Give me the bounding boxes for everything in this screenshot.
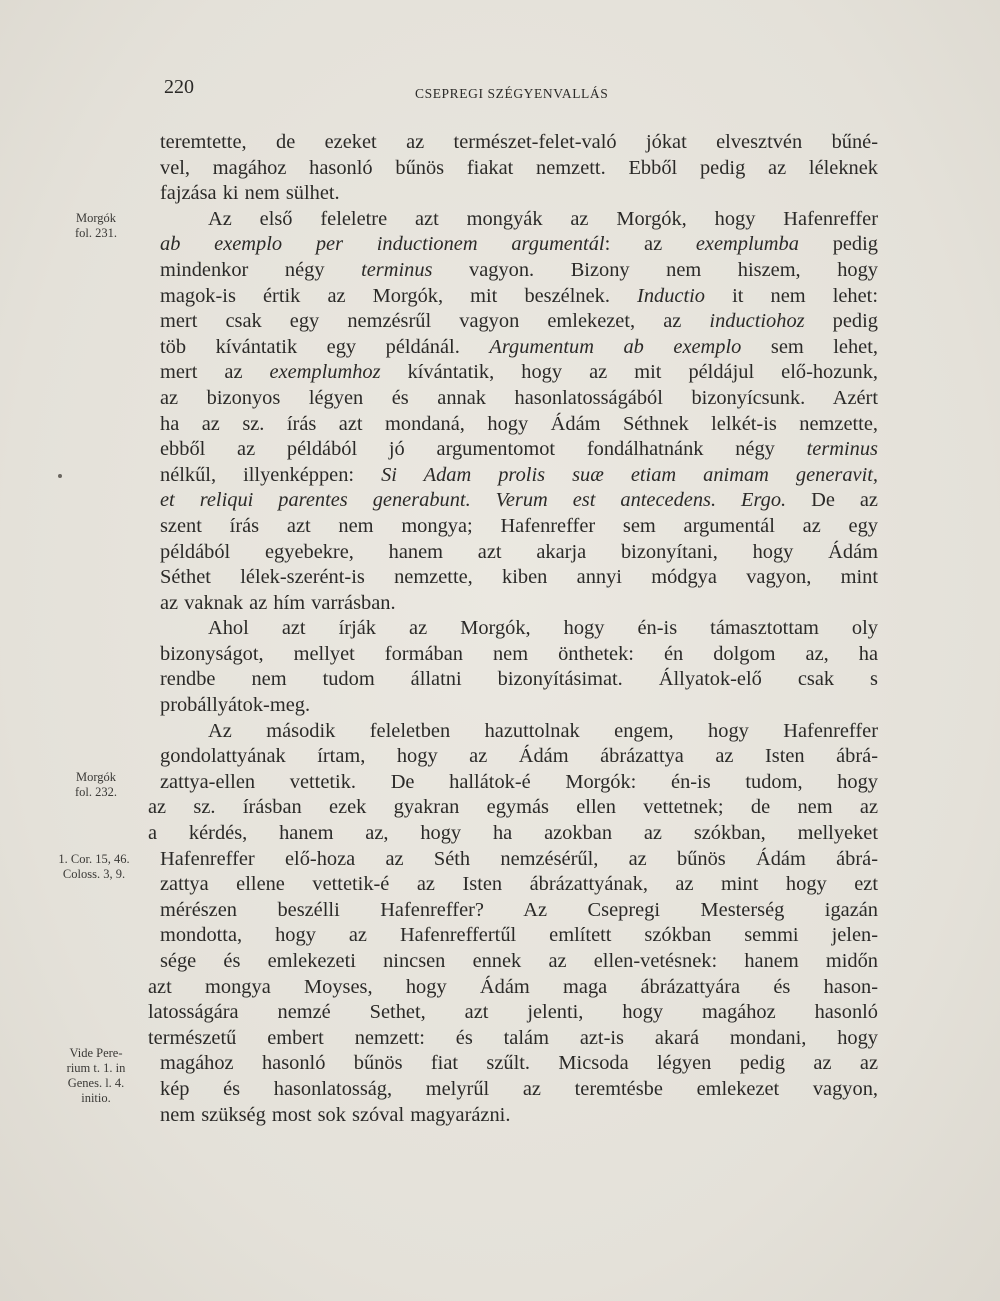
text-line xyxy=(160,693,878,719)
italic-segment: inductiohoz xyxy=(709,310,805,333)
text-segment: nélkűl, illyenképpen: xyxy=(160,463,382,486)
text-segment: vagyon. Bizony nem hiszem, hogy xyxy=(432,258,878,281)
text-segment: pedig xyxy=(804,310,878,333)
text-line xyxy=(148,795,878,821)
margin-note-morgok-232 xyxy=(50,770,142,800)
text-line xyxy=(160,309,878,335)
margin-note-line: initio. xyxy=(81,1091,111,1105)
margin-note-line: 1. Cor. 15, 46. xyxy=(58,852,130,866)
text-segment: töb kívántatik egy példánál. xyxy=(160,335,490,358)
italic-segment: Inductio xyxy=(637,284,705,307)
text-line xyxy=(160,335,878,361)
margin-note-line: Genes. l. 4. xyxy=(67,1076,125,1090)
text-segment: mert az xyxy=(160,361,270,384)
text-segment: magok-is értik az Morgók, mit beszélnek. xyxy=(160,284,638,307)
text-segment: természetű embert nemzett: és talám azt-is akará mondani, hogy xyxy=(148,1026,878,1049)
text-segment: zattya ellene vettetik-é az Isten ábrázattyának, az mint hogy ezt xyxy=(160,873,878,896)
text-line xyxy=(160,258,878,284)
text-line xyxy=(160,1051,878,1077)
text-line xyxy=(160,412,878,438)
text-line xyxy=(160,156,878,182)
text-segment: példából egyebekre, hanem azt akarja bizonyítani, hogy Ádám xyxy=(160,540,878,563)
text-segment: vel, magához hasonló bűnös fiakat nemzett. Ebből pedig az léleknek xyxy=(160,156,878,179)
text-segment: latosságára nemzé Sethet, azt jelenti, hogy magához hasonló xyxy=(148,1001,878,1024)
text-segment: it nem lehet: xyxy=(704,284,878,307)
text-line xyxy=(160,1077,878,1103)
text-segment: Séthet lélek-szerént-is nemzette, kiben annyi módgya vagyon, mint xyxy=(160,566,878,589)
text-line xyxy=(160,488,878,514)
text-segment: szent írás azt nem mongya; Hafenreffer sem argumentál az egy xyxy=(160,514,878,537)
italic-segment: terminus xyxy=(361,258,433,281)
text-line xyxy=(160,1103,878,1129)
text-line xyxy=(160,847,878,873)
text-segment: mérészen beszélli Hafenreffer? Az Csepregi Mesterség igazán xyxy=(160,898,878,921)
text-segment: : az xyxy=(604,233,696,256)
italic-segment: exemplumhoz xyxy=(269,361,381,384)
margin-note-line: Vide Pere- xyxy=(69,1046,123,1060)
text-segment: probállyátok-meg. xyxy=(160,694,311,717)
text-segment: sem lehet, xyxy=(741,335,878,358)
text-segment: kívántatik, hogy az mit példájul elő-hozunk, xyxy=(380,361,878,384)
margin-note-line: Coloss. 3, 9. xyxy=(62,867,126,881)
running-title: CSEPREGI SZÉGYENVALLÁS xyxy=(415,86,609,101)
text-line xyxy=(160,744,878,770)
text-line xyxy=(160,386,878,412)
text-line xyxy=(160,565,878,591)
text-line xyxy=(160,719,878,745)
italic-segment: exemplumba xyxy=(695,233,799,256)
text-line xyxy=(160,130,878,156)
text-line xyxy=(160,591,878,617)
text-line xyxy=(160,360,878,386)
margin-note-line: fol. 231. xyxy=(74,226,117,240)
text-segment: mert csak egy nemzésrűl vagyon emlekezet, az xyxy=(160,310,710,333)
italic-segment: terminus xyxy=(806,438,878,461)
text-segment: Hafenreffer elő-hoza az Séth nemzésérűl, az bűnös Ádám ábrá- xyxy=(160,847,878,870)
text-segment: fajzása ki nem sülhet. xyxy=(160,182,340,205)
margin-note-vide-perium xyxy=(50,1046,142,1106)
text-line xyxy=(160,207,878,233)
text-segment: Az első feleletre azt mongyák az Morgók, hogy Hafenreffer xyxy=(208,207,878,230)
text-line xyxy=(148,1026,878,1052)
text-line xyxy=(160,540,878,566)
text-segment: sége és emlekezeti nincsen ennek az ellen-vetésnek: hanem midőn xyxy=(160,950,878,972)
text-line xyxy=(160,872,878,898)
text-line xyxy=(160,898,878,924)
text-segment: Az második feleletben hazuttolnak engem, hogy Hafenreffer xyxy=(208,719,878,742)
page-header xyxy=(0,74,1000,104)
text-line xyxy=(160,770,878,796)
text-segment: magához hasonló bűnös fiat szűlt. Micsoda légyen pedig az az xyxy=(160,1052,878,1075)
text-segment: a kérdés, hanem az, hogy ha azokban az szókban, mellyeket xyxy=(148,822,878,845)
text-line xyxy=(160,181,878,207)
text-segment: bizonyságot, mellyet formában nem önthetek: én dolgom az, ha xyxy=(160,642,878,665)
text-segment: mindenkor négy xyxy=(160,258,362,281)
text-segment: Ahol azt írják az Morgók, hogy én-is támasztottam oly xyxy=(208,617,878,640)
margin-note-line: rium t. 1. in xyxy=(66,1061,126,1075)
text-line xyxy=(160,923,878,949)
text-line xyxy=(148,975,878,1001)
speck-mark xyxy=(58,474,62,478)
text-line xyxy=(148,1000,878,1026)
body-text xyxy=(148,130,878,1128)
text-segment: kép és hasonlatosság, melyrűl az teremtésbe emlekezet vagyon, xyxy=(160,1077,878,1100)
italic-segment: et reliqui parentes generabunt. Verum est antecedens. Ergo. xyxy=(160,489,787,512)
margin-note-morgok-231 xyxy=(50,211,142,241)
text-segment: pedig xyxy=(798,233,878,256)
text-segment: ebből az példából jó argumentomot fondálhatnánk négy xyxy=(160,438,807,461)
italic-segment: ab exemplo per inductionem argumentál xyxy=(160,233,605,256)
italic-segment: Si Adam prolis suæ etiam animam generavit, xyxy=(381,463,878,486)
text-line xyxy=(160,949,878,975)
text-segment: zattya-ellen vettetik. De hallátok-é Morgók: én-is tudom, hogy xyxy=(160,770,878,793)
margin-note-line: fol. 232. xyxy=(74,785,117,799)
text-line xyxy=(160,514,878,540)
text-segment: De az xyxy=(786,489,878,512)
text-line xyxy=(160,463,878,489)
text-line xyxy=(160,437,878,463)
text-segment: az sz. írásban ezek gyakran egymás ellen vettetnek; de nem az xyxy=(148,796,878,819)
italic-segment: Argumentum ab exemplo xyxy=(489,335,742,358)
text-segment: mondotta, hogy az Hafenreffertűl említett szókban semmi jelen- xyxy=(160,924,878,947)
text-segment: rendbe nem tudom állatni bizonyításimat. Állyatok-elő csak s xyxy=(160,668,878,691)
text-segment: azt mongya Moyses, hogy Ádám maga ábrázattyára és hason- xyxy=(148,975,878,998)
text-line xyxy=(160,667,878,693)
margin-note-line: Morgók xyxy=(75,211,117,225)
text-segment: ha az sz. írás azt mondaná, hogy Ádám Séthnek lelkét-is nemzette, xyxy=(160,412,878,435)
text-segment: az vaknak az hím varrásban. xyxy=(160,591,396,614)
margin-note-line: Morgók xyxy=(75,770,117,784)
margin-note-cor-coloss xyxy=(38,852,150,882)
text-line xyxy=(160,232,878,258)
page-number: 220 xyxy=(164,76,194,98)
text-segment: nem szükség most sok szóval magyarázni. xyxy=(160,1103,511,1126)
text-segment: teremtette, de ezeket az természet-felet-való jókat elvesztvén bűné- xyxy=(160,131,878,153)
text-segment: az bizonyos légyen és annak hasonlatosságából bizonyícsunk. Azért xyxy=(160,386,878,409)
text-line xyxy=(160,616,878,642)
text-line xyxy=(148,821,878,847)
text-line xyxy=(160,642,878,668)
text-line xyxy=(160,284,878,310)
text-segment: gondolattyának írtam, hogy az Ádám ábrázattya az Isten ábrá- xyxy=(160,745,878,768)
